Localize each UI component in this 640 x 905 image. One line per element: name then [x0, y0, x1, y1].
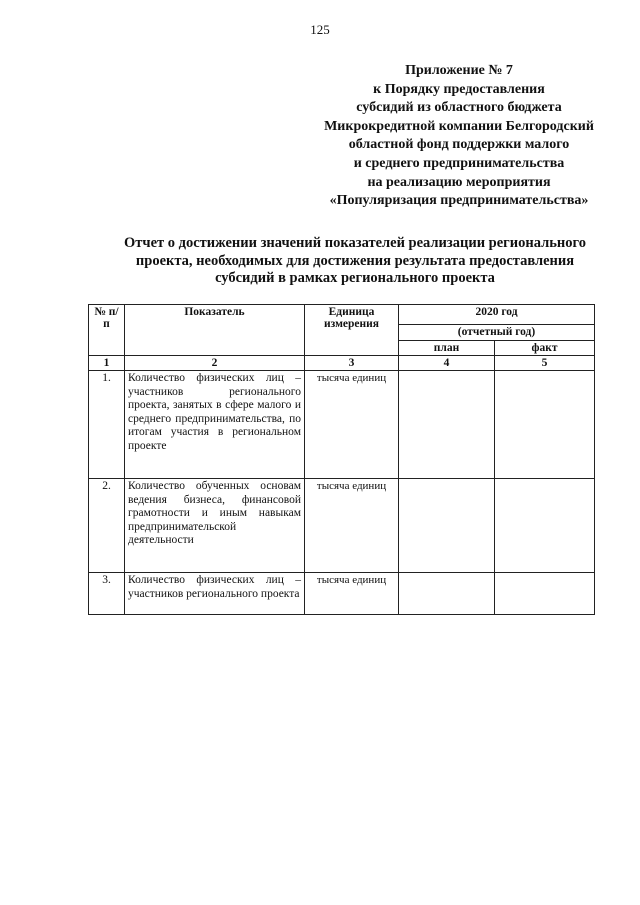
header-plan: план [399, 341, 495, 356]
appendix-header [300, 62, 618, 211]
row-unit: тысяча единиц [305, 573, 399, 615]
report-title-line: Отчет о достижении значений показателей реализации регионального [124, 235, 586, 251]
appendix-line: Микрокредитной компании Белгородский [324, 118, 594, 134]
report-title-line: проекта, необходимых для достижения результата предоставления [135, 252, 575, 269]
appendix-line: и среднего предпринимательства [353, 155, 565, 171]
row-fact [495, 371, 595, 479]
header-unit: Единица измерения [305, 305, 399, 356]
index-cell: 3 [305, 356, 399, 371]
header-period: (отчетный год) [399, 325, 595, 341]
appendix-line: «Популяризация предпринимательства» [329, 193, 589, 209]
row-fact [495, 573, 595, 615]
header-indicator: Показатель [125, 305, 305, 356]
row-number: 1. [89, 371, 125, 479]
header-fact: факт [495, 341, 595, 356]
index-cell: 4 [399, 356, 495, 371]
row-plan [399, 371, 495, 479]
row-number: 3. [89, 573, 125, 615]
header-year: 2020 год [399, 305, 595, 325]
row-indicator: Количество физических лиц – участников регионального проекта, занятых в сфере малого и среднего предпринимательства, по итогам участия в региональном проекте [125, 371, 305, 479]
page-number: 125 [310, 22, 330, 37]
row-number: 2. [89, 479, 125, 573]
row-fact [495, 479, 595, 573]
table-row [89, 479, 595, 573]
appendix-line: областной фонд поддержки малого [348, 137, 570, 153]
index-cell: 1 [89, 356, 125, 371]
table-row [89, 573, 595, 615]
report-title-line: субсидий в рамках регионального проекта [215, 270, 495, 286]
report-title [96, 235, 614, 288]
appendix-line: Приложение № 7 [405, 63, 513, 78]
index-cell: 5 [495, 356, 595, 371]
table-row [89, 371, 595, 479]
appendix-line: субсидий из областного бюджета [356, 100, 562, 116]
row-indicator: Количество физических лиц – участников регионального проекта [125, 573, 305, 615]
appendix-line: на реализацию мероприятия [367, 174, 551, 190]
row-unit: тысяча единиц [305, 371, 399, 479]
row-plan [399, 573, 495, 615]
appendix-line: к Порядку предоставления [373, 81, 545, 97]
row-indicator: Количество обученных основам ведения бизнеса, финансовой грамотности и иным навыкам предпринимательской деятельности [125, 479, 305, 573]
row-plan [399, 479, 495, 573]
report-table [88, 304, 595, 615]
index-cell: 2 [125, 356, 305, 371]
row-unit: тысяча единиц [305, 479, 399, 573]
header-num: № п/п [89, 305, 125, 356]
